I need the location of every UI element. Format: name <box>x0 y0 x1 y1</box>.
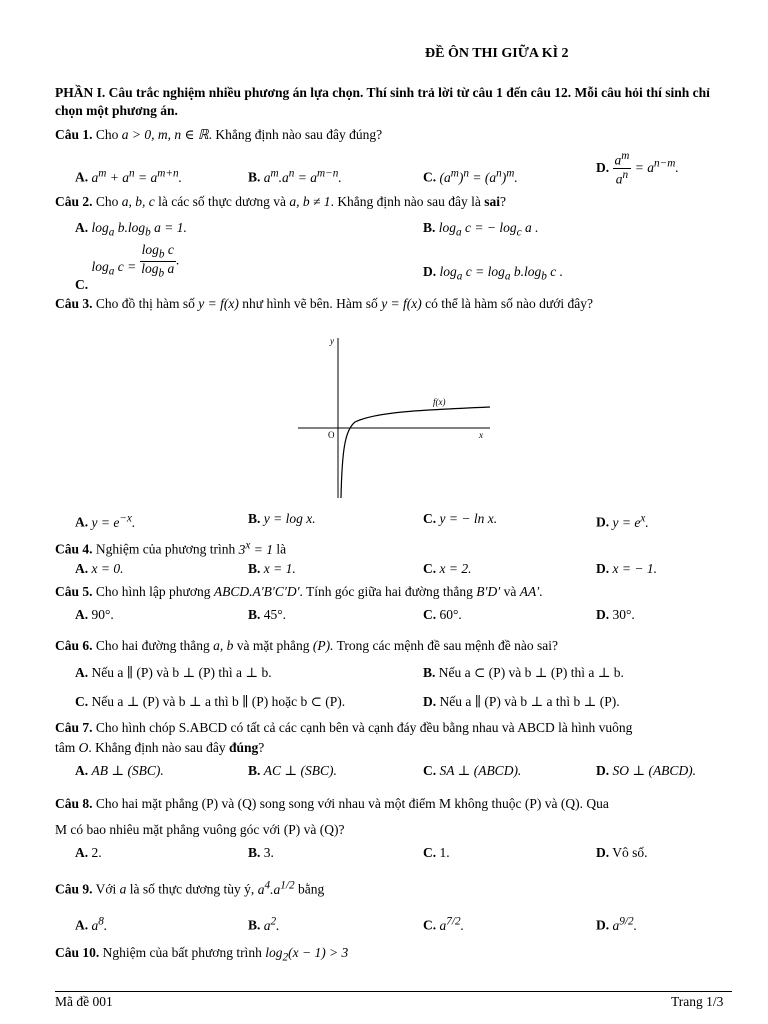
q9-option-c[interactable]: C. $a^{7/2}$. <box>423 915 465 933</box>
q3-option-b[interactable]: B. y = log x. <box>248 511 316 526</box>
page-number: Trang 1/3 <box>671 994 724 1009</box>
q2-option-a[interactable]: A. $\log_a b.\log_b$ a = 1. <box>75 220 187 239</box>
q7-option-d[interactable]: D. SO ⊥ (ABCD). <box>596 763 697 778</box>
q5-option-c[interactable]: C. 60°. <box>423 607 462 622</box>
q8-option-d[interactable]: D. Vô số. <box>596 845 648 860</box>
q1-option-a[interactable]: A. $a^m + a^n = a^{m+n}$. <box>75 167 182 185</box>
question-3: Câu 3. Cho đồ thị hàm số y = f(x) như hình vẽ bên. Hàm số y = f(x) có thể là hàm số nào dưới đây? <box>55 296 593 311</box>
q8-option-b[interactable]: B. 3. <box>248 845 274 860</box>
question-2: Câu 2. Cho a, b, c là các số thực dương và a, b ≠ 1. Khẳng định nào sau đây là sai? <box>55 194 507 209</box>
q4-option-d[interactable]: D. x = − 1. <box>596 561 657 576</box>
q5-option-d[interactable]: D. 30°. <box>596 607 635 622</box>
q1-option-c[interactable]: C. $(a^m)^n = (a^n)^m$. <box>423 167 518 185</box>
q7-option-a[interactable]: A. AB ⊥ (SBC). <box>75 763 164 778</box>
question-5: Câu 5. Cho hình lập phương ABCD.A′B′C′D′. Tính góc giữa hai đường thẳng B′D′ và AA′. <box>55 584 543 599</box>
q2-option-d[interactable]: D. $\log_a c = \log_a b.\log_b$ c . <box>423 264 564 283</box>
question-10: Câu 10. Nghiệm của bất phương trình $\log_2(x - 1) > 3$ <box>55 945 349 964</box>
q4-option-b[interactable]: B. x = 1. <box>248 561 296 576</box>
question-9: Câu 9. Với a là số thực dương tùy ý, $a^4.a^{1/2}$ bằng <box>55 879 325 897</box>
q2-option-c[interactable]: C. $\log_a c$ = $\frac{\log_b c}{\log_b a}$ . <box>75 242 180 292</box>
q8-option-c[interactable]: C. 1. <box>423 845 450 860</box>
q4-option-a[interactable]: A. x = 0. <box>75 561 124 576</box>
question-7-line2: tâm O. Khẳng định nào sau đây đúng? <box>55 740 265 755</box>
q7-option-b[interactable]: B. AC ⊥ (SBC). <box>248 763 337 778</box>
exam-title: ĐỀ ÔN THI GIỮA KÌ 2 <box>425 46 569 61</box>
question-4: Câu 4. Nghiệm của phương trình $3^x = 1$ là <box>55 539 287 557</box>
y-axis-label: y <box>330 336 334 346</box>
q6-option-b[interactable]: B. Nếu a ⊂ (P) và b ⊥ (P) thì a ⊥ b. <box>423 665 624 680</box>
question-8-line2: M có bao nhiêu mặt phẳng vuông góc với (P) và (Q)? <box>55 822 345 837</box>
q6-option-d[interactable]: D. Nếu a ∥ (P) và b ⊥ a thì b ⊥ (P). <box>423 694 620 709</box>
q4-option-c[interactable]: C. x = 2. <box>423 561 472 576</box>
part-heading: PHẦN I. Câu trắc nghiệm nhiều phương án lựa chọn. Thí sinh trả lời từ câu 1 đến câu 12. Mỗi câu hỏi thí sinh chỉ chọn một phương án. <box>55 85 710 118</box>
q8-option-a[interactable]: A. 2. <box>75 845 102 860</box>
q1-option-b[interactable]: B. $a^m.a^n = a^{m-n}$. <box>248 167 342 185</box>
q6-option-c[interactable]: C. Nếu a ⊥ (P) và b ⊥ a thì b ∥ (P) hoặc b ⊂ (P). <box>75 694 346 709</box>
origin-label: O <box>328 430 335 440</box>
q9-option-d[interactable]: D. $a^{9/2}$. <box>596 915 638 933</box>
curve-label: f(x) <box>433 397 446 407</box>
exam-code: Mã đề 001 <box>55 994 113 1009</box>
q5-option-b[interactable]: B. 45°. <box>248 607 287 622</box>
question-6: Câu 6. Cho hai đường thẳng a, b và mặt phẳng (P). Trong các mệnh đề sau mệnh đề nào sai? <box>55 638 559 653</box>
q3-option-d[interactable]: D. $y = e^x$. <box>596 512 649 530</box>
q3-option-a[interactable]: A. $y = e^{-x}$. <box>75 512 136 530</box>
question-8: Câu 8. Cho hai mặt phẳng (P) và (Q) song song với nhau và một điểm M không thuộc (P) và (Q). Qua <box>55 796 609 811</box>
q7-option-c[interactable]: C. SA ⊥ (ABCD). <box>423 763 522 778</box>
q6-option-a[interactable]: A. Nếu a ∥ (P) và b ⊥ (P) thì a ⊥ b. <box>75 665 272 680</box>
log-curve <box>341 407 490 498</box>
x-axis-label: x <box>479 430 483 440</box>
q9-option-b[interactable]: B. $a^2$. <box>248 915 280 933</box>
q9-option-a[interactable]: A. $a^8$. <box>75 915 108 933</box>
question-1: Câu 1. Cho a > 0, m, n ∈ ℝ. Khẳng định nào sau đây đúng? <box>55 127 383 142</box>
function-graph <box>290 330 500 500</box>
q1-option-d[interactable]: D. $\frac{a^m}{a^n}$ = $a^{n-m}$. <box>596 150 679 187</box>
q5-option-a[interactable]: A. 90°. <box>75 607 114 622</box>
question-7: Câu 7. Cho hình chóp S.ABCD có tất cả các cạnh bên và cạnh đáy đều bằng nhau và ABCD là hình vuông <box>55 720 633 735</box>
q2-option-b[interactable]: B. $\log_a c$ = − $\log_c a$ . <box>423 220 539 239</box>
footer-divider <box>55 991 732 992</box>
q3-option-c[interactable]: C. y = − ln x. <box>423 511 498 526</box>
